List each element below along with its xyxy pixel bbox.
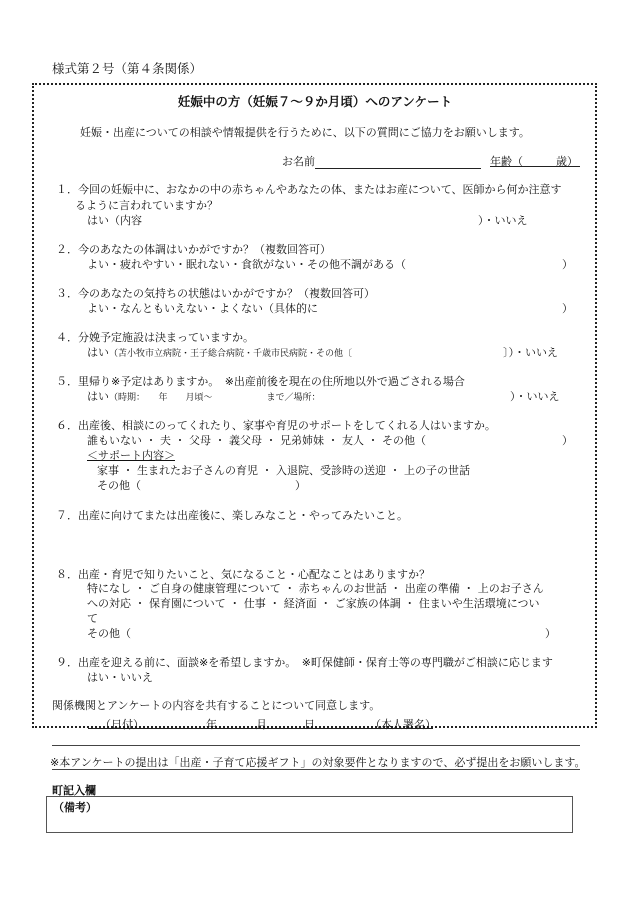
sig-month[interactable]: 月 [256, 718, 267, 731]
notice-top-divider [52, 745, 580, 746]
q5-detail: （時期： 年 月頃～ まで／場所： [109, 393, 321, 403]
office-use-title: 町記入欄 [52, 784, 96, 797]
submission-notice: ※本アンケートの提出は「出産・子育て応援ギフト」の対象要件となりますので、必ず提出をお願いします。 [50, 756, 586, 769]
q5-yes-option[interactable] [87, 388, 321, 404]
sig-day[interactable]: 日 [304, 718, 315, 731]
age-field[interactable]: 年齢（ 歳） [490, 155, 578, 168]
q6-support-heading: ＜サポート内容＞ [87, 449, 175, 462]
q8-other[interactable]: その他（ [87, 627, 131, 640]
q3-options[interactable]: よい・なんともいえない・よくない（具体的に [87, 302, 318, 315]
q1-no-option[interactable]: ）・いいえ [478, 214, 528, 227]
consent-text: 関係機関とアンケートの内容を共有することについて同意します。 [52, 699, 381, 712]
q8-text: ８．出産・育児で知りたいこと、気になること・心配なことはありますか？ [56, 568, 430, 581]
q5-no-option[interactable]: ）・いいえ [510, 390, 560, 403]
q9-text: ９．出産を迎える前に、面談※を希望しますか。 ※町保健師・保育士等の専門職がご相談に応じます [56, 656, 553, 669]
q6-support-items[interactable]: 家事 ・ 生まれたお子さんの育児 ・ 入退院、受診時の送迎 ・ 上の子の世話 [97, 464, 470, 477]
memo-label: （備考） [53, 801, 97, 814]
q4-text: ４．分娩予定施設は決まっていますか。 [56, 331, 254, 344]
q3-close: ） [562, 302, 573, 315]
q3-text: ３．今のあなたの気持ちの状態はいかがですか？（複数回答可） [56, 287, 375, 300]
q2-text: ２．今のあなたの体調はいかがですか？（複数回答可） [56, 243, 331, 256]
notice-bottom-divider [52, 769, 580, 770]
q6-options[interactable]: 誰もいない ・ 夫 ・ 父母 ・ 義父母 ・ 兄弟姉妹 ・ 友人 ・ その他（ [87, 434, 426, 447]
q8-options-1[interactable]: 特になし ・ ご自身の健康管理について ・ 赤ちゃんのお世話 ・ 出産の準備 ・ 上のお子さん [87, 582, 544, 595]
q8-options-3: て [87, 612, 98, 625]
signature-underline [88, 728, 433, 729]
sig-name-label[interactable]: （本人署名） [370, 718, 436, 731]
age-underline [490, 166, 580, 167]
q2-options[interactable]: よい・疲れやすい・眠れない・食欲がない・その他不調がある（ [87, 258, 406, 271]
name-label: お名前 [282, 155, 315, 168]
q6-close: ） [562, 434, 573, 447]
sig-year[interactable]: 年 [206, 718, 217, 731]
q9-options[interactable]: はい・いいえ [87, 671, 153, 684]
survey-title: 妊娠中の方（妊娠７～９か月頃）へのアンケート [177, 94, 453, 109]
office-memo-box[interactable] [46, 796, 573, 833]
survey-intro: 妊娠・出産についての相談や情報提供を行うために、以下の質問にご協力をお願いします。 [80, 126, 530, 139]
q1-text-2: るように言われていますか？ [75, 199, 218, 212]
q2-close: ） [562, 258, 573, 271]
q7-text: ７．出産に向けてまたは出産後に、楽しみなこと・やってみたいこと。 [56, 509, 408, 522]
name-field[interactable] [282, 153, 481, 169]
form-number: 様式第２号（第４条関係） [52, 61, 203, 76]
q6-text: ６．出産後、相談にのってくれたり、家事や育児のサポートをしてくれる人はいますか。 [56, 419, 496, 432]
q4-hospital-list: （苫小牧市立病院・王子総合病院・千歳市民病院・その他〔 [109, 349, 353, 359]
q1-yes-option[interactable]: はい（内容 [87, 214, 142, 227]
q4-yes-label: はい [87, 346, 109, 359]
q8-close: ） [545, 627, 556, 640]
q6-support-other[interactable]: その他（ ） [97, 479, 306, 492]
q4-yes-option[interactable] [87, 344, 352, 360]
q5-yes-label: はい [87, 390, 109, 403]
q7-answer-area[interactable] [60, 525, 580, 560]
q4-no-option[interactable]: 〕）・いいえ [503, 346, 558, 359]
name-underline[interactable] [315, 157, 481, 169]
q8-options-2[interactable]: への対応 ・ 保育園について ・ 仕事 ・ 経済面 ・ ご家族の体調 ・ 住まいや生活環境につい [87, 597, 540, 610]
sig-date-label: （日付） [100, 718, 144, 731]
q1-text-1: １．今回の妊娠中に、おなかの中の赤ちゃんやあなたの体、またはお産について、医師から何か注意す [56, 183, 562, 196]
q5-text: ５．里帰り※予定はありますか。 ※出産前後を現在の住所地以外で過ごされる場合 [56, 375, 465, 388]
